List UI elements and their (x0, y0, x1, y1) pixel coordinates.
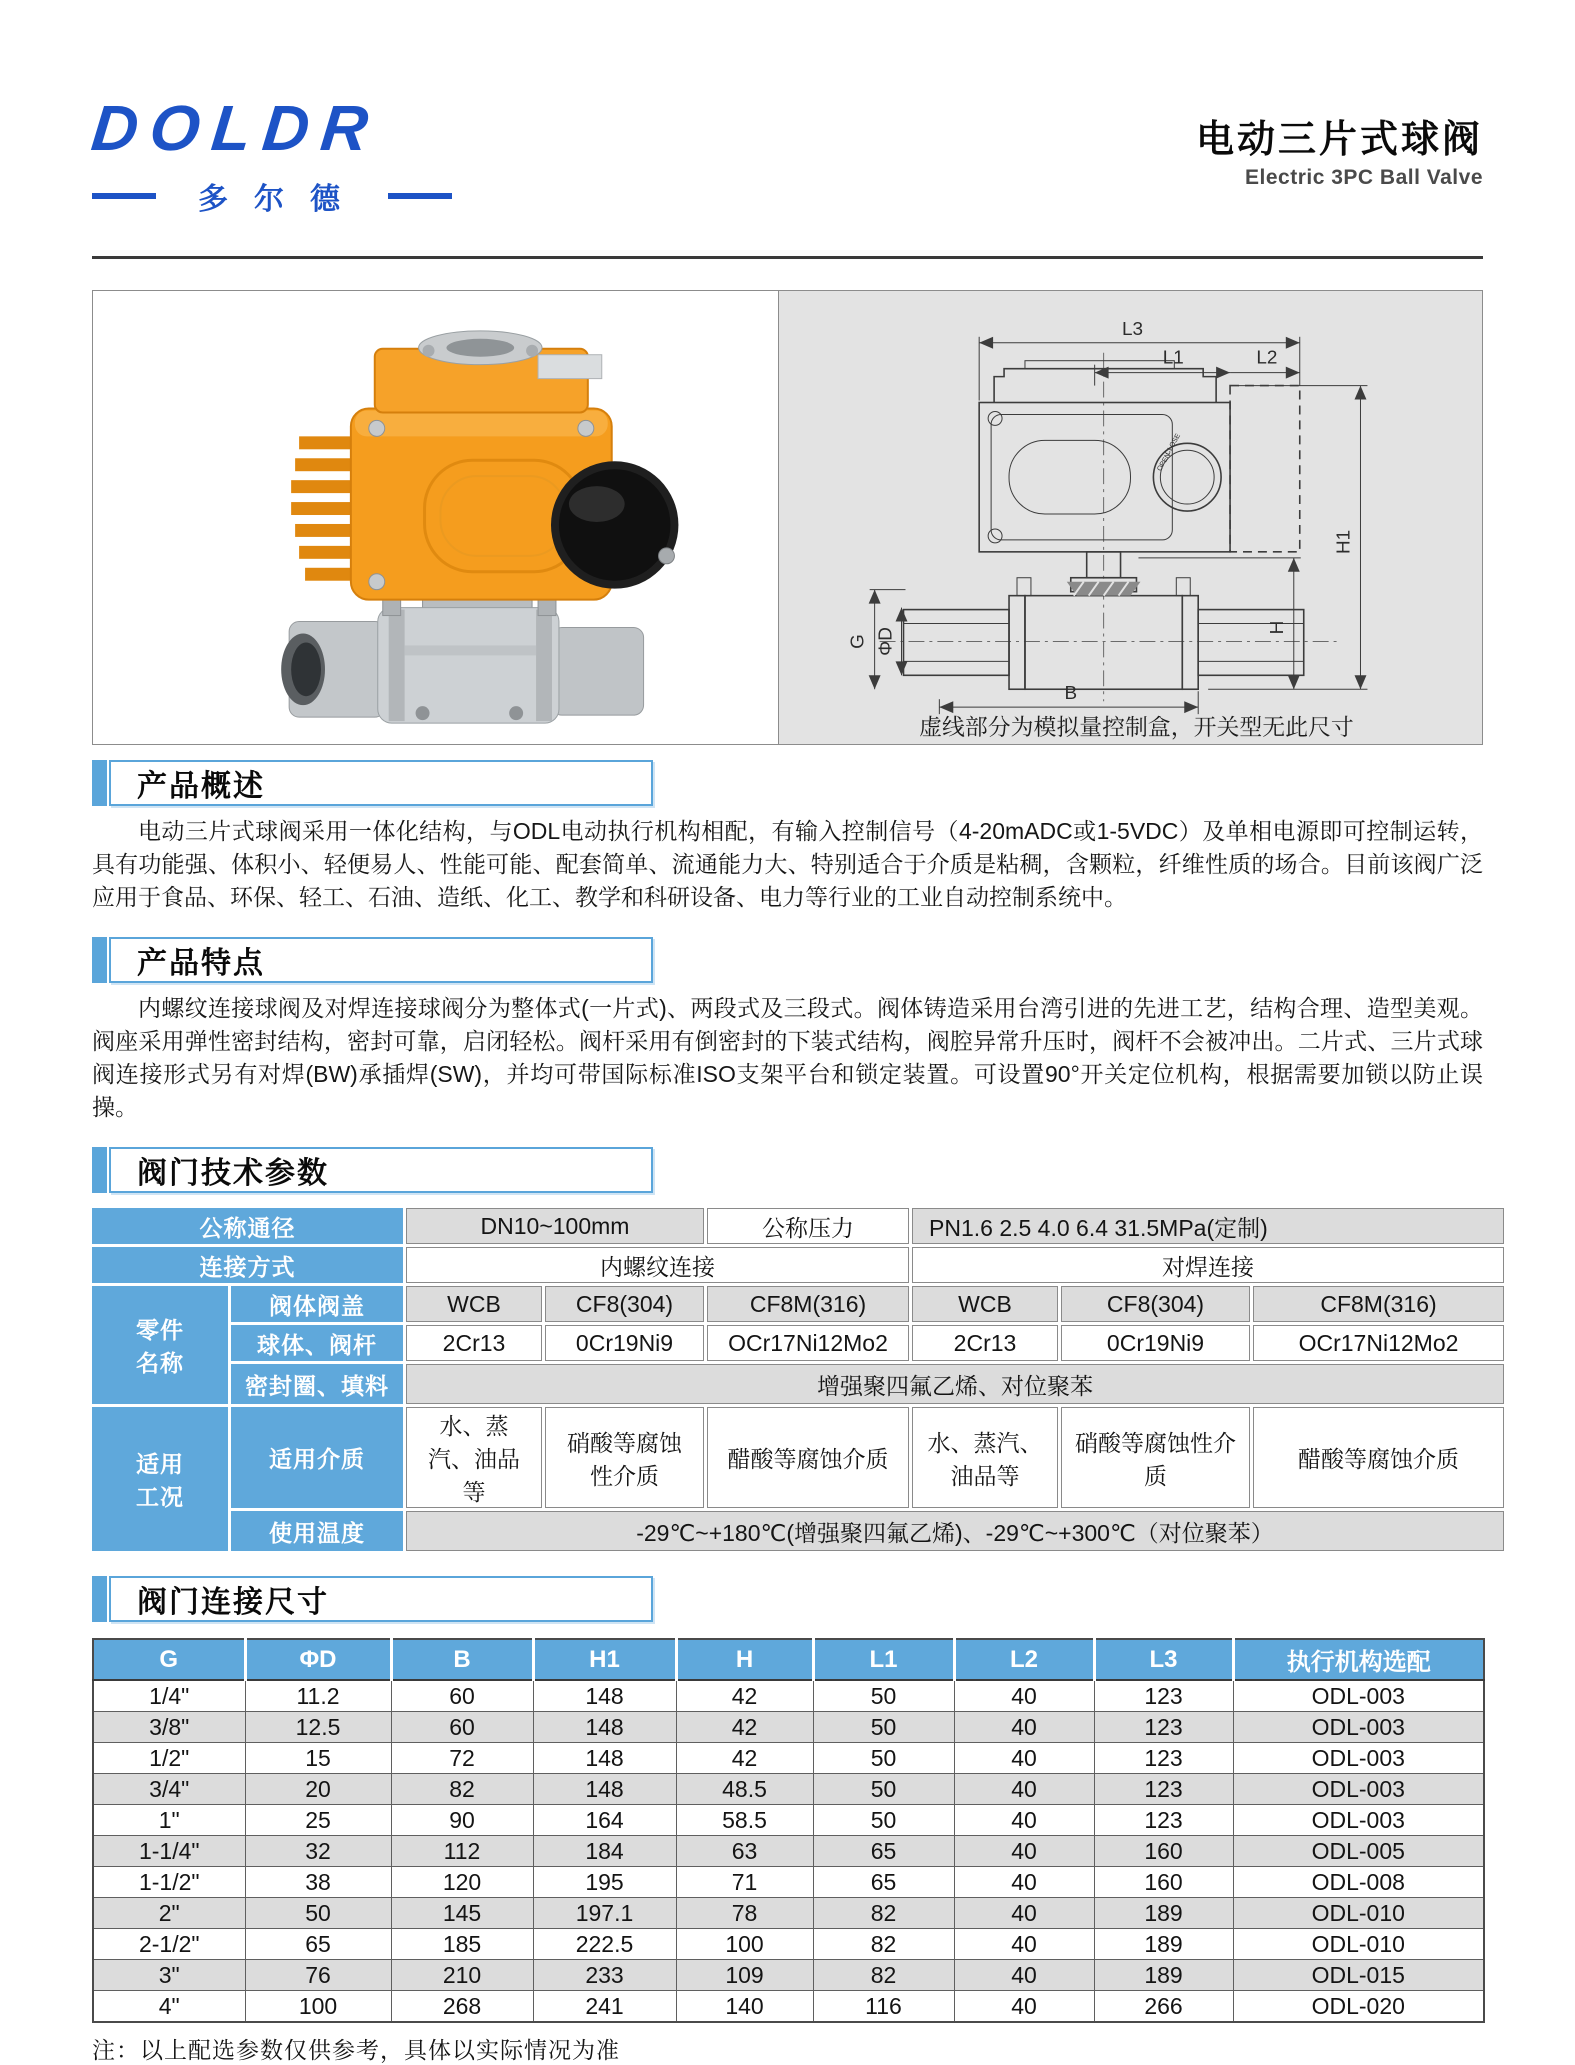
table-cell: ODL-005 (1233, 1836, 1484, 1867)
table-row (93, 1898, 1484, 1929)
table-cell: 1-1/4" (93, 1836, 245, 1867)
table-row (92, 1208, 1504, 1244)
param-value-cell: 醋酸等腐蚀介质 (1253, 1407, 1504, 1508)
param-value-cell: DN10~100mm (406, 1208, 704, 1244)
table-cell: 266 (1094, 1991, 1233, 2023)
table-row (92, 1325, 1504, 1361)
column-header: L3 (1094, 1639, 1233, 1680)
param-label-cell: 密封圈、填料 (231, 1364, 403, 1404)
product-photo-illustration (93, 291, 778, 744)
table-cell: ODL-003 (1233, 1680, 1484, 1712)
param-value-cell: WCB (406, 1286, 542, 1322)
param-value-cell: 水、蒸汽、油品等 (912, 1407, 1058, 1508)
drawing-open-label: OPEN (1156, 451, 1173, 473)
table-cell: 40 (954, 1774, 1094, 1805)
param-value-cell: OCr17Ni12Mo2 (1253, 1325, 1504, 1361)
table-cell: 123 (1094, 1743, 1233, 1774)
table-cell: 123 (1094, 1805, 1233, 1836)
product-photo (93, 291, 779, 744)
page-header (88, 0, 1483, 259)
drawing-close-label: CLOSE (1164, 432, 1183, 457)
table-cell: 40 (954, 1960, 1094, 1991)
param-value-cell: CF8(304) (545, 1286, 704, 1322)
datasheet-page (88, 0, 1483, 2065)
table-cell: 82 (813, 1898, 954, 1929)
param-group-cell: 适用 工况 (92, 1407, 228, 1551)
table-cell: 40 (954, 1805, 1094, 1836)
table-cell: 78 (676, 1898, 813, 1929)
table-cell: 48.5 (676, 1774, 813, 1805)
logo-wordmark: DOLDR (88, 92, 384, 164)
logo-dash-left (92, 193, 156, 199)
section-header-dimensions (92, 1576, 1483, 1622)
table-cell: 40 (954, 1680, 1094, 1712)
tech-params-table (89, 1205, 1507, 1554)
document-title-block (1196, 118, 1483, 190)
column-header: H1 (533, 1639, 676, 1680)
table-cell: 140 (676, 1991, 813, 2023)
section-header-overview (92, 760, 1483, 806)
table-cell: 195 (533, 1867, 676, 1898)
section-header-features (92, 937, 1483, 983)
column-header: B (391, 1639, 533, 1680)
table-cell: 82 (813, 1929, 954, 1960)
table-row (93, 1836, 1484, 1867)
table-cell: 42 (676, 1712, 813, 1743)
table-cell: 42 (676, 1680, 813, 1712)
table-cell: 63 (676, 1836, 813, 1867)
table-cell: 50 (813, 1743, 954, 1774)
table-row (93, 1805, 1484, 1836)
dim-b-label: B (1064, 683, 1078, 705)
table-cell: 12.5 (245, 1712, 391, 1743)
table-cell: 50 (813, 1680, 954, 1712)
table-cell: 65 (813, 1836, 954, 1867)
table-cell: 38 (245, 1867, 391, 1898)
table-cell: 2" (93, 1898, 245, 1929)
table-row (93, 1960, 1484, 1991)
table-cell: 71 (676, 1867, 813, 1898)
table-cell: 123 (1094, 1712, 1233, 1743)
section-title: 阀门技术参数 (137, 1157, 329, 1190)
table-cell: 40 (954, 1743, 1094, 1774)
table-cell: 15 (245, 1743, 391, 1774)
dimension-table-header-row (93, 1639, 1484, 1680)
table-cell: 40 (954, 1712, 1094, 1743)
table-cell: 60 (391, 1712, 533, 1743)
table-row (92, 1511, 1504, 1551)
table-cell: 50 (813, 1805, 954, 1836)
dim-l1-label: L1 (1162, 347, 1184, 369)
analog-box-outline (1230, 386, 1300, 552)
section-title: 阀门连接尺寸 (137, 1586, 329, 1619)
column-header: 执行机构选配 (1233, 1639, 1484, 1680)
dim-phid-label: ΦD (875, 627, 897, 656)
table-cell: 164 (533, 1805, 676, 1836)
dim-h-label: H (1266, 620, 1288, 635)
table-cell: 160 (1094, 1867, 1233, 1898)
table-row (93, 1929, 1484, 1960)
table-cell: 184 (533, 1836, 676, 1867)
page-subtitle: Electric 3PC Ball Valve (1245, 166, 1483, 189)
table-cell: 148 (533, 1743, 676, 1774)
logo-subtitle (92, 174, 452, 218)
table-cell: 60 (391, 1680, 533, 1712)
table-cell: 42 (676, 1743, 813, 1774)
table-cell: 189 (1094, 1929, 1233, 1960)
table-cell: 4" (93, 1991, 245, 2023)
dim-l2-label: L2 (1256, 347, 1278, 369)
table-cell: 185 (391, 1929, 533, 1960)
column-header: L1 (813, 1639, 954, 1680)
section-title: 产品概述 (137, 770, 265, 803)
param-value-cell: CF8(304) (1061, 1286, 1250, 1322)
table-cell: 3" (93, 1960, 245, 1991)
table-row (93, 1712, 1484, 1743)
section-accent-bar (92, 937, 107, 983)
table-row (93, 1774, 1484, 1805)
table-cell: 1" (93, 1805, 245, 1836)
table-cell: 65 (813, 1867, 954, 1898)
table-cell: 50 (245, 1898, 391, 1929)
table-cell: 189 (1094, 1960, 1233, 1991)
dim-g-label: G (847, 634, 869, 649)
dimension-table (92, 1638, 1485, 2023)
param-label-cell: 使用温度 (231, 1511, 403, 1551)
table-cell: 148 (533, 1774, 676, 1805)
page-title: 电动三片式球阀 (1195, 119, 1483, 161)
table-cell: ODL-020 (1233, 1991, 1484, 2023)
param-value-cell: WCB (912, 1286, 1058, 1322)
param-value-cell: 2Cr13 (406, 1325, 542, 1361)
param-value-cell: 增强聚四氟乙烯、对位聚苯 (406, 1364, 1504, 1404)
table-cell: 233 (533, 1960, 676, 1991)
table-cell: 123 (1094, 1680, 1233, 1712)
drawing-caption: 虚线部分为模拟量控制盒，开关型无此尺寸 (919, 714, 1354, 741)
table-row (92, 1364, 1504, 1404)
param-label-cell: 公称通径 (92, 1208, 403, 1244)
table-cell: 58.5 (676, 1805, 813, 1836)
image-row (92, 290, 1483, 745)
table-cell: 145 (391, 1898, 533, 1929)
table-cell: 32 (245, 1836, 391, 1867)
param-value-cell: -29℃~+180℃(增强聚四氟乙烯)、-29℃~+300℃（对位聚苯） (406, 1511, 1504, 1551)
param-value-cell: 2Cr13 (912, 1325, 1058, 1361)
table-cell: 3/8" (93, 1712, 245, 1743)
dim-l3-label: L3 (1121, 318, 1144, 340)
table-cell: 50 (813, 1774, 954, 1805)
footnote: 注：以上配选参数仅供参考，具体以实际情况为准 (92, 2037, 620, 2063)
table-cell: 25 (245, 1805, 391, 1836)
param-value-cell: 硝酸等腐蚀性介质 (1061, 1407, 1250, 1508)
param-label-cell: 连接方式 (92, 1247, 403, 1283)
param-value-cell: 内螺纹连接 (406, 1247, 909, 1283)
technical-drawing-illustration (779, 291, 1482, 744)
table-cell: 189 (1094, 1898, 1233, 1929)
overview-paragraph: 电动三片式球阀采用一体化结构，与ODL电动执行机构相配，有输入控制信号（4-20mADC或1-5VDC）及单相电源即可控制运转，具有功能强、体积小、轻便易人、性能可能、配套简单、流通能力大、特别适合于介质是粘稠，含颗粒，纤维性质的场合。目前该阀广泛应用于食品、环保、轻工、石油、造纸、化工、教学和科研设备、电力等行业的工业自动控制系统中。 (92, 818, 1483, 910)
table-cell: 100 (676, 1929, 813, 1960)
logo-chinese-name: 多尔德 (198, 183, 366, 216)
table-cell: 40 (954, 1991, 1094, 2023)
param-label-cell: 阀体阀盖 (231, 1286, 403, 1322)
table-cell: 1/2" (93, 1743, 245, 1774)
param-group-cell: 零件 名称 (92, 1286, 228, 1404)
table-cell: ODL-003 (1233, 1774, 1484, 1805)
table-cell: 1-1/2" (93, 1867, 245, 1898)
table-cell: 148 (533, 1680, 676, 1712)
table-cell: ODL-003 (1233, 1712, 1484, 1743)
table-cell: 148 (533, 1712, 676, 1743)
section-accent-bar (92, 1576, 107, 1622)
table-cell: ODL-015 (1233, 1960, 1484, 1991)
table-cell: 11.2 (245, 1680, 391, 1712)
table-cell: ODL-010 (1233, 1929, 1484, 1960)
table-cell: 1/4" (93, 1680, 245, 1712)
column-header: ΦD (245, 1639, 391, 1680)
table-cell: 65 (245, 1929, 391, 1960)
table-cell: 123 (1094, 1774, 1233, 1805)
param-value-cell: 醋酸等腐蚀介质 (707, 1407, 909, 1508)
section-title: 产品特点 (137, 947, 265, 980)
table-cell: 160 (1094, 1836, 1233, 1867)
param-label-cell: 球体、阀杆 (231, 1325, 403, 1361)
param-value-cell: 对焊连接 (912, 1247, 1504, 1283)
table-cell: 72 (391, 1743, 533, 1774)
section-accent-bar (92, 1147, 107, 1193)
table-row (93, 1743, 1484, 1774)
table-cell: 2-1/2" (93, 1929, 245, 1960)
table-cell: 109 (676, 1960, 813, 1991)
table-cell: 210 (391, 1960, 533, 1991)
table-cell: ODL-003 (1233, 1743, 1484, 1774)
technical-drawing (779, 291, 1482, 744)
table-cell: 112 (391, 1836, 533, 1867)
logo-dash-right (388, 193, 452, 199)
table-cell: 40 (954, 1898, 1094, 1929)
table-cell: 40 (954, 1929, 1094, 1960)
table-cell: 3/4" (93, 1774, 245, 1805)
section-accent-bar (92, 760, 107, 806)
table-cell: 76 (245, 1960, 391, 1991)
table-cell: 20 (245, 1774, 391, 1805)
table-row (92, 1407, 1504, 1508)
table-row (93, 1680, 1484, 1712)
table-cell: 197.1 (533, 1898, 676, 1929)
param-value-cell: PN1.6 2.5 4.0 6.4 31.5MPa(定制) (912, 1208, 1504, 1244)
param-value-cell: OCr17Ni12Mo2 (707, 1325, 909, 1361)
table-cell: 82 (813, 1960, 954, 1991)
dim-h1-label: H1 (1333, 529, 1355, 554)
table-cell: ODL-010 (1233, 1898, 1484, 1929)
param-value-cell: 硝酸等腐蚀性介质 (545, 1407, 704, 1508)
table-cell: 120 (391, 1867, 533, 1898)
param-value-cell: CF8M(316) (1253, 1286, 1504, 1322)
param-value-cell: 0Cr19Ni9 (545, 1325, 704, 1361)
table-cell: 90 (391, 1805, 533, 1836)
param-value-cell: CF8M(316) (707, 1286, 909, 1322)
table-cell: 222.5 (533, 1929, 676, 1960)
table-cell: 40 (954, 1836, 1094, 1867)
features-paragraph: 内螺纹连接球阀及对焊连接球阀分为整体式(一片式)、两段式及三段式。阀体铸造采用台湾引进的先进工艺，结构合理、造型美观。阀座采用弹性密封结构，密封可靠，启闭轻松。阀杆采用有倒密封的下装式结构，阀腔异常升压时，阀杆不会被冲出。二片式、三片式球阀连接形式另有对焊(BW)承插焊(SW)，并均可带国际标准ISO支架平台和锁定装置。可设置90°开关定位机构，根据需要加锁以防止误操。 (92, 995, 1483, 1120)
brand-logo (88, 92, 512, 218)
param-value-cell: 水、蒸汽、油品等 (406, 1407, 542, 1508)
table-cell: 116 (813, 1991, 954, 2023)
section-header-tech-params (92, 1147, 1483, 1193)
table-row (93, 1991, 1484, 2023)
table-cell: 268 (391, 1991, 533, 2023)
table-cell: 50 (813, 1712, 954, 1743)
table-cell: ODL-003 (1233, 1805, 1484, 1836)
table-cell: 100 (245, 1991, 391, 2023)
param-label-cell: 适用介质 (231, 1407, 403, 1508)
table-cell: 82 (391, 1774, 533, 1805)
param-value-cell: 0Cr19Ni9 (1061, 1325, 1250, 1361)
column-header: H (676, 1639, 813, 1680)
column-header: L2 (954, 1639, 1094, 1680)
table-cell: 241 (533, 1991, 676, 2023)
table-row (92, 1247, 1504, 1283)
table-cell: ODL-008 (1233, 1867, 1484, 1898)
table-row (92, 1286, 1504, 1322)
column-header: G (93, 1639, 245, 1680)
table-row (93, 1867, 1484, 1898)
table-cell: 40 (954, 1867, 1094, 1898)
param-label-cell: 公称压力 (707, 1208, 909, 1244)
